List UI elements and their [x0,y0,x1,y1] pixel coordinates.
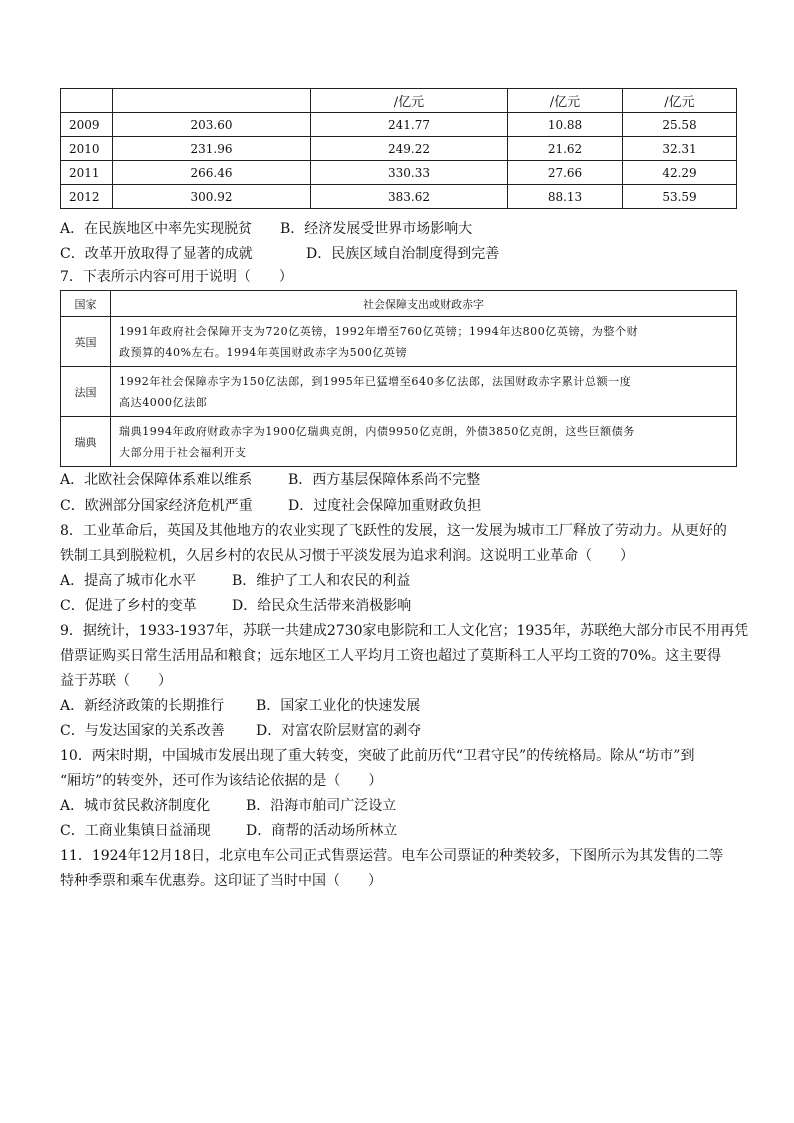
q9-option-d[interactable]: D．对富农阶层财富的剥夺 [256,723,422,739]
table-row [61,317,737,367]
q8-options-row-2 [60,596,411,616]
q9-stem-line-3: 益于苏联（ ） [60,673,172,689]
table-row [61,161,737,185]
q6-option-c[interactable]: C．改革开放取得了显著的成就 [60,246,253,262]
value-cell: 231.96 [113,137,311,161]
q7-options-row-2 [60,496,481,516]
q7-option-c[interactable]: C．欧洲部分国家经济危机严重 [60,498,253,514]
content-line: 瑞典1994年政府财政赤字为1900亿瑞典克朗，内债9950亿克朗，外债3850亿克朗，这些巨额债务 [119,425,635,438]
value-cell: 241.77 [311,113,508,137]
country-cell: 法国 [61,367,111,417]
q9-options-row-2 [60,721,421,741]
q10-option-c[interactable]: C．工商业集镇日益涌现 [60,823,211,839]
table-row [61,367,737,417]
q9-stem-line-1: 9．据统计，1933-1937年，苏联一共建成2730家电影院和工人文化宫；1935年，苏联绝大部分市民不用再凭 [60,623,749,639]
content-line: 1991年政府社会保障开支为720亿英镑，1992年增至760亿英镑；1994年达800亿英镑，为整个财 [119,325,639,338]
value-cell: 42.29 [623,161,737,185]
value-cell: 27.66 [508,161,623,185]
content-line: 1992年社会保障赤字为150亿法郎，到1995年已猛增至640多亿法郎，法国财政赤字累计总额一度 [119,375,632,388]
table-cell [61,89,113,113]
q8-option-b[interactable]: B．维护了工人和农民的利益 [232,573,411,589]
social-security-table [60,290,737,467]
table-header-row [61,291,737,317]
table-cell [113,89,311,113]
q7-option-d[interactable]: D．过度社会保障加重财政负担 [288,498,482,514]
q9-option-a[interactable]: A．新经济政策的长期推行 [60,698,225,714]
header-country: 国家 [61,291,111,317]
value-cell: 330.33 [311,161,508,185]
q6-option-b[interactable]: B．经济发展受世界市场影响大 [280,221,473,237]
q7-stem: 7．下表所示内容可用于说明（ ） [60,269,293,285]
unit-cell: /亿元 [508,89,623,113]
q7-option-a[interactable]: A．北欧社会保障体系难以维系 [60,472,253,488]
table-row [61,417,737,467]
country-cell: 瑞典 [61,417,111,467]
table-row [61,113,737,137]
content-cell [111,417,737,467]
q10-options-row-1 [60,796,396,816]
q6-option-a[interactable]: A．在民族地区中率先实现脱贫 [60,221,253,237]
content-cell [111,367,737,417]
value-cell: 88.13 [508,185,623,209]
q6-options-row-2 [60,244,499,264]
q10-option-b[interactable]: B．沿海市舶司广泛设立 [246,798,397,814]
year-cell: 2009 [61,113,113,137]
q11-stem-line-2: 特种季票和乘车优惠券。这印证了当时中国（ ） [60,873,382,889]
value-cell: 53.59 [623,185,737,209]
content-line: 政预算的40%左右。1994年英国财政赤字为500亿英镑 [119,346,408,359]
q9-option-b[interactable]: B．国家工业化的快速发展 [256,698,421,714]
q11-stem-line-1: 11．1924年12月18日，北京电车公司正式售票运营。电车公司票证的种类较多，下图所示为其发售的二等 [60,848,724,864]
year-cell: 2010 [61,137,113,161]
q10-options-row-2 [60,821,397,841]
year-cell: 2012 [61,185,113,209]
q8-stem-line-2: 铁制工具到脱粒机，久居乡村的农民从习惯于平淡发展为追求利润。这说明工业革命（ ） [60,548,634,564]
value-cell: 249.22 [311,137,508,161]
q10-stem-line-1: 10．两宋时期，中国城市发展出现了重大转变，突破了此前历代“卫君守民”的传统格局。除从“坊市”到 [60,748,695,764]
value-cell: 266.46 [113,161,311,185]
value-cell: 300.92 [113,185,311,209]
value-cell: 10.88 [508,113,623,137]
unit-cell: /亿元 [311,89,508,113]
unit-cell: /亿元 [623,89,737,113]
value-cell: 203.60 [113,113,311,137]
q10-option-d[interactable]: D．商帮的活动场所林立 [246,823,398,839]
content-line: 高达4000亿法郎 [119,396,208,409]
country-cell: 英国 [61,317,111,367]
q8-stem-line-1: 8．工业革命后，英国及其他地方的农业实现了飞跃性的发展，这一发展为城市工厂释放了劳动力。从更好的 [60,523,727,539]
q9-stem-line-2: 借票证购买日常生活用品和粮食；远东地区工人平均月工资也超过了莫斯科工人平均工资的70%。这主要得 [60,648,722,664]
table-header-row [61,89,737,113]
q6-options-row-1 [60,219,472,239]
q8-option-a[interactable]: A．提高了城市化水平 [60,573,197,589]
q6-option-d[interactable]: D．民族区域自治制度得到完善 [306,246,500,262]
q10-option-a[interactable]: A．城市贫民救济制度化 [60,798,211,814]
q7-options-row-1 [60,470,480,490]
q8-option-c[interactable]: C．促进了乡村的变革 [60,598,197,614]
data-table-ethnic-economy [60,88,737,209]
value-cell: 383.62 [311,185,508,209]
table-row [61,185,737,209]
content-line: 大部分用于社会福利开支 [119,446,247,459]
q9-option-c[interactable]: C．与发达国家的关系改善 [60,723,225,739]
q8-options-row-1 [60,571,410,591]
q7-option-b[interactable]: B．西方基层保障体系尚不完整 [288,472,481,488]
value-cell: 25.58 [623,113,737,137]
value-cell: 32.31 [623,137,737,161]
table-row [61,137,737,161]
q9-options-row-1 [60,696,420,716]
year-cell: 2011 [61,161,113,185]
q10-stem-line-2: “厢坊”的转变外，还可作为该结论依据的是（ ） [60,773,383,789]
value-cell: 21.62 [508,137,623,161]
q8-option-d[interactable]: D．给民众生活带来消极影响 [232,598,412,614]
header-content: 社会保障支出或财政赤字 [111,291,737,317]
content-cell [111,317,737,367]
